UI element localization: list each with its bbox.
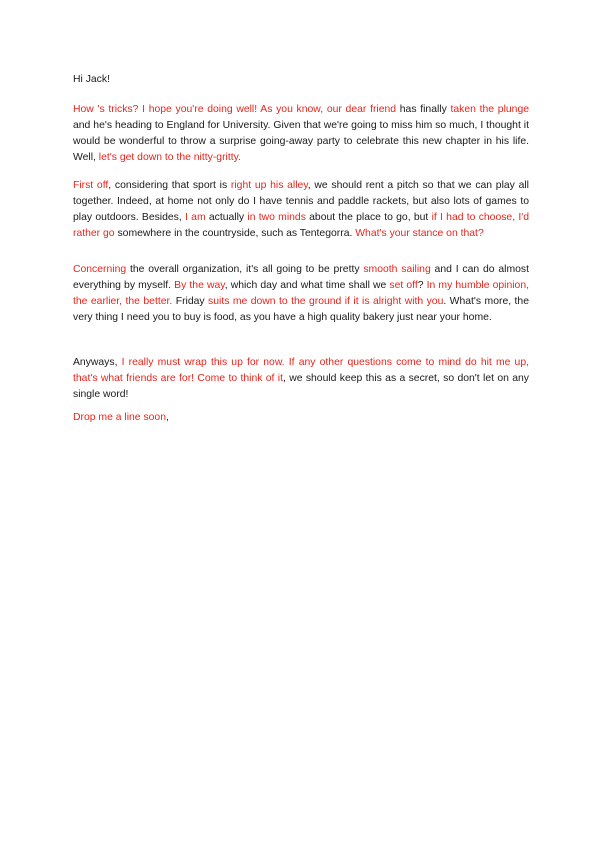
highlighted-phrase: smooth sailing — [363, 264, 431, 275]
highlighted-phrase: right up his alley — [230, 180, 308, 191]
highlighted-phrase: By the way — [174, 280, 225, 291]
sign-off — [73, 410, 529, 426]
text-segment: , which day and what time shall we — [224, 280, 390, 291]
highlighted-phrase: Drop me a line soon — [73, 412, 166, 423]
highlighted-phrase: In my humble opinion, the earlier, the better. — [73, 280, 529, 307]
text-segment: , considering that sport is — [108, 180, 231, 191]
text-segment: about the place to go, but — [305, 212, 432, 223]
text-segment: Friday — [172, 296, 209, 307]
highlighted-phrase: taken the plunge — [450, 104, 529, 115]
paragraph-intro — [73, 102, 529, 166]
paragraph-sport — [73, 178, 529, 242]
text-segment: Anyways, — [73, 357, 122, 368]
highlighted-phrase: What's your stance on that? — [355, 228, 484, 239]
highlighted-phrase: let's get down to the nitty-gritty. — [98, 152, 241, 163]
text-segment: ? — [417, 280, 427, 291]
highlighted-phrase: How 's tricks? I hope you're doing well! As you know, our dear friend — [73, 104, 397, 115]
text-segment: and he's heading to England for University. Given that we're going to miss him so much, I thought it would be wonderful to throw a surprise going-away party to celebrate this new chapter in his life. Well, — [73, 120, 529, 163]
text-segment: actually — [205, 212, 248, 223]
highlighted-phrase: I really must wrap this up for now. If any other questions come to mind do hit me up, that's what friends are for! Come to think of it — [73, 357, 529, 384]
text-segment: , we should keep this as a secret, so don't let on any single word! — [73, 373, 529, 400]
highlighted-phrase: I am — [185, 212, 206, 223]
highlighted-phrase: set off — [389, 280, 418, 291]
paragraph-organization — [73, 262, 529, 326]
highlighted-phrase: if I had to choose, I'd rather go — [73, 212, 529, 239]
text-segment: and I can do almost everything by myself. — [73, 264, 529, 291]
highlighted-phrase: First off — [73, 180, 109, 191]
highlighted-phrase: Concerning — [73, 264, 127, 275]
highlighted-phrase: suits me down to the ground if it is alright with you — [208, 296, 444, 307]
text-segment: somewhere in the countryside, such as Tentegorra. — [114, 228, 356, 239]
text-segment: . What's more, the very thing I need you to buy is food, as you have a high quality bakery just near your home. — [73, 296, 529, 323]
text-segment: the overall organization, it's all going to be pretty — [126, 264, 364, 275]
greeting: Hi Jack! — [73, 74, 110, 85]
text-segment: , we should rent a pitch so that we can play all together. Indeed, at home not only do I have tennis and paddle rackets, but also lots of games to play outdoors. Besides, — [73, 180, 529, 223]
paragraph-closing — [73, 355, 529, 403]
highlighted-phrase: in two minds — [247, 212, 306, 223]
text-segment: has finally — [396, 104, 451, 115]
text-segment: , — [166, 412, 169, 423]
